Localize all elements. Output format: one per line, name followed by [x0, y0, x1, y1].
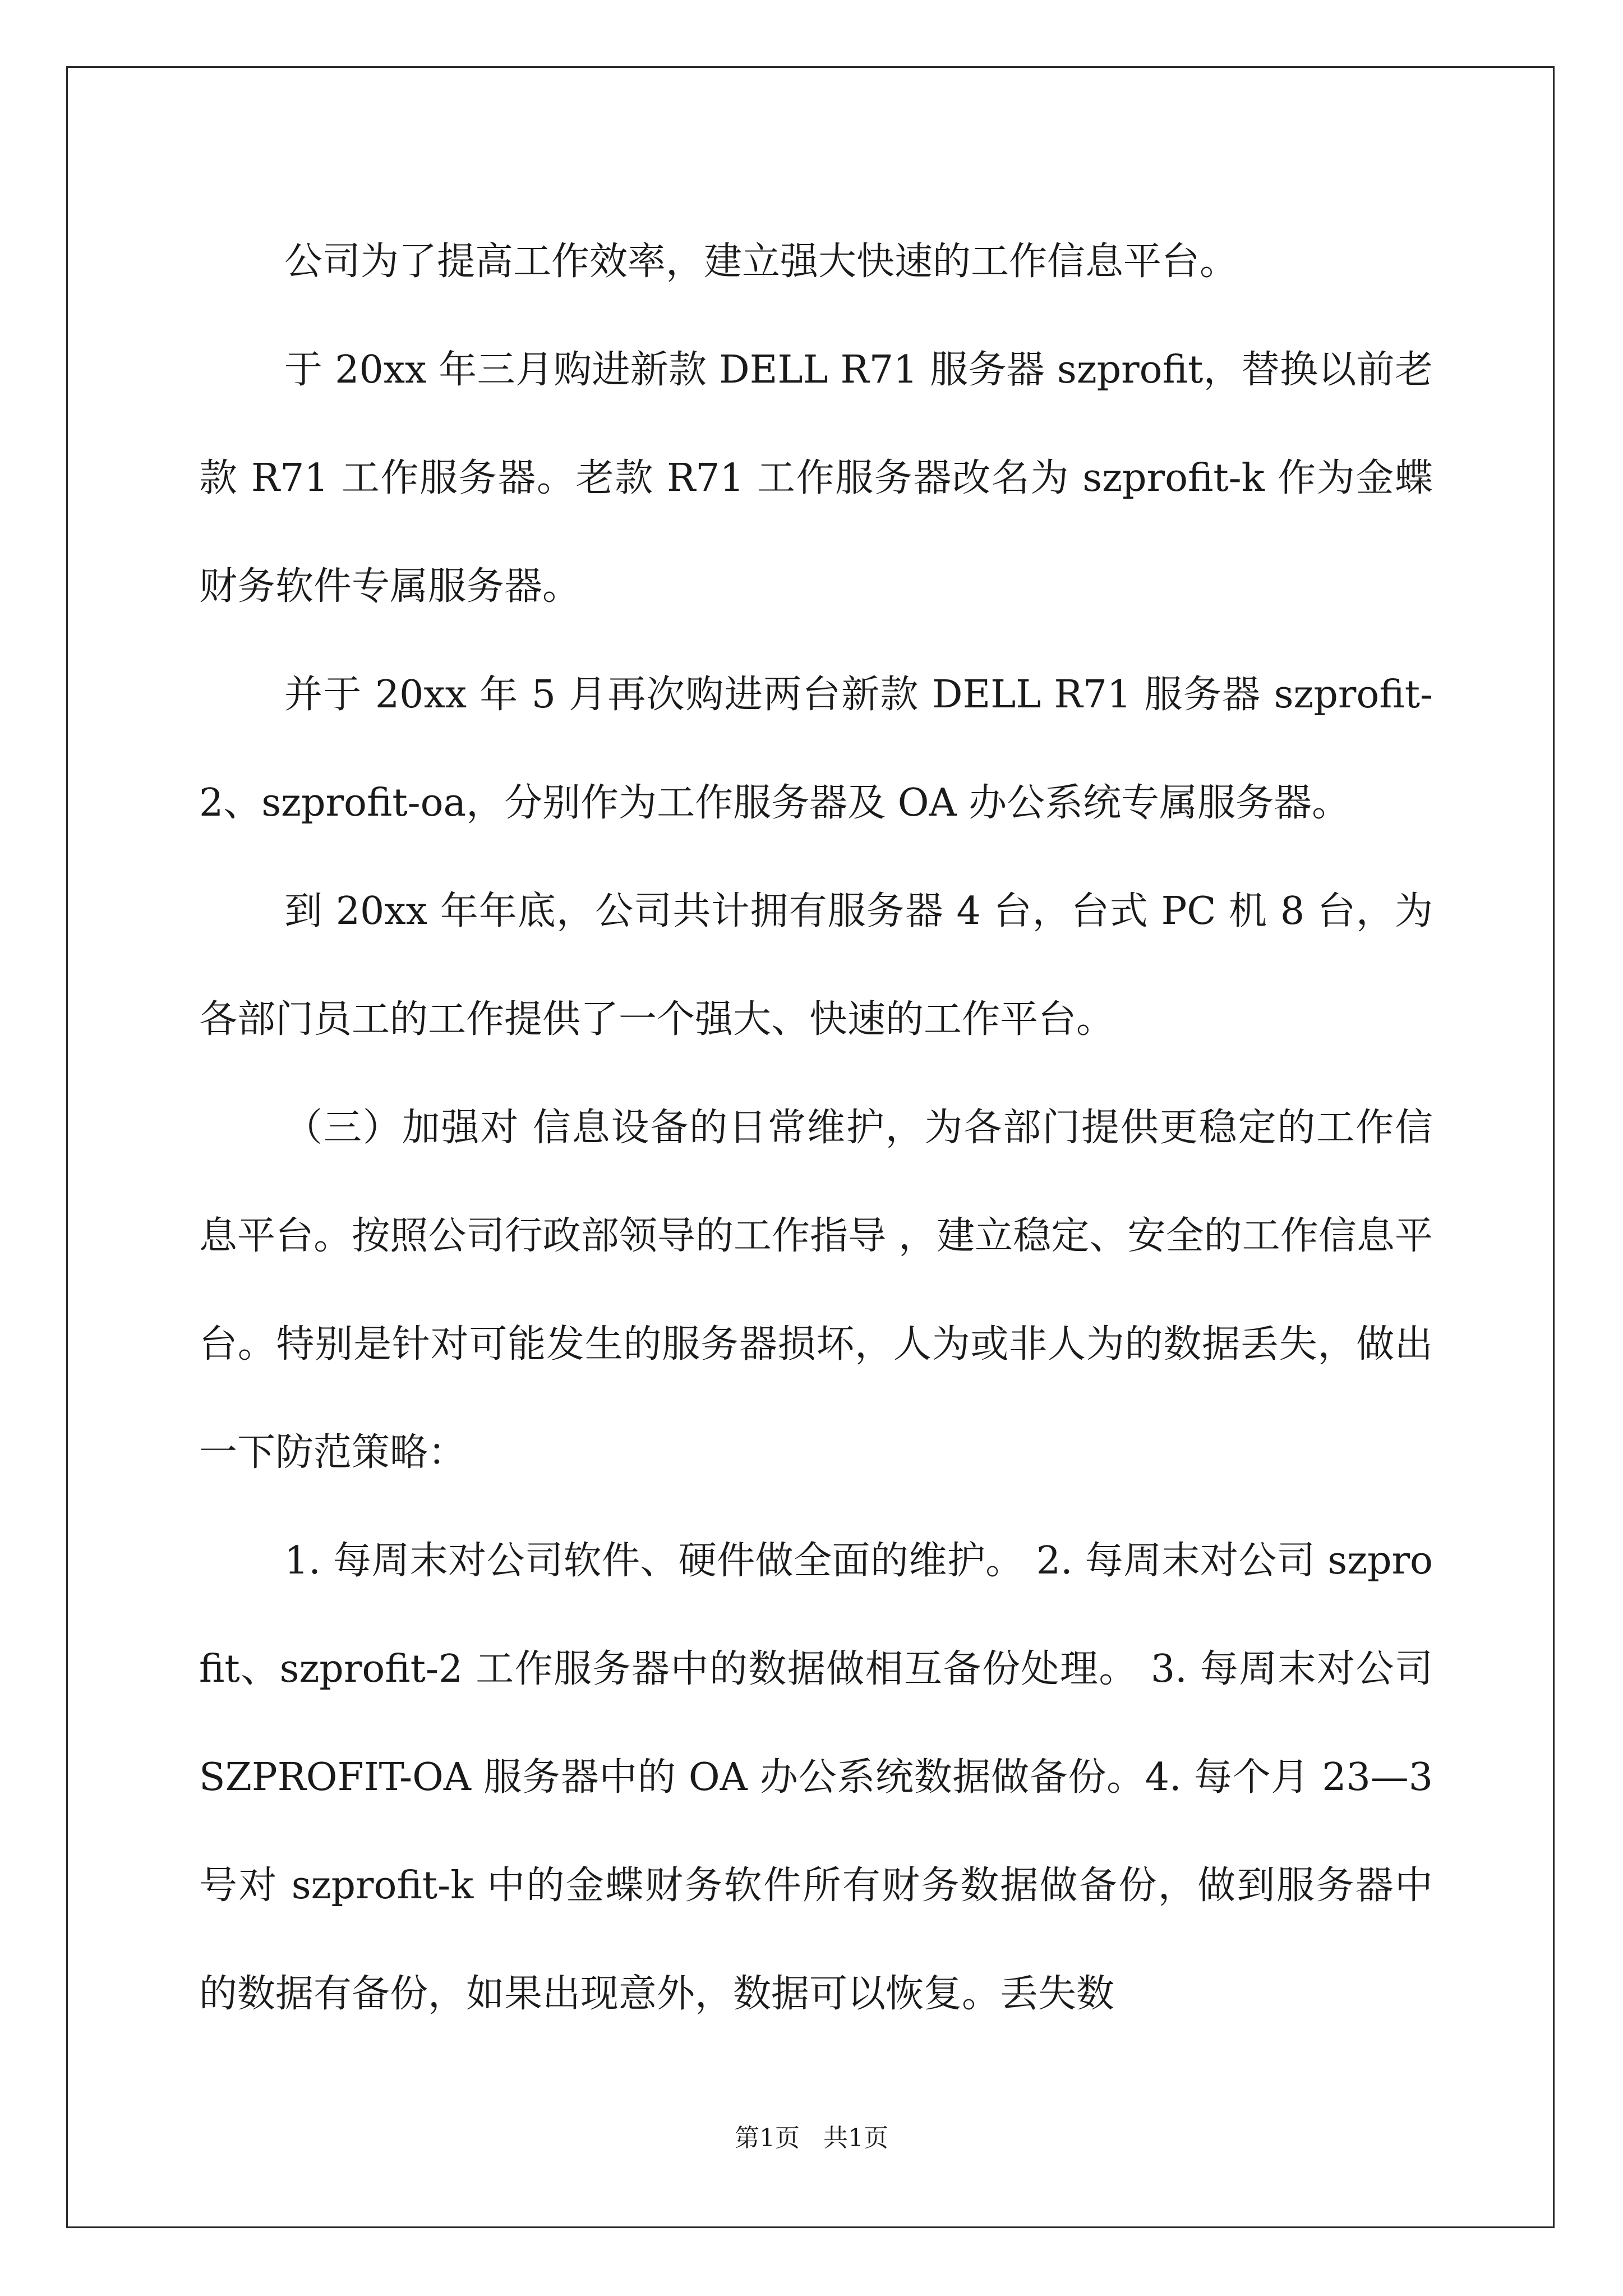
- paragraph-1: 公司为了提高工作效率，建立强大快速的工作信息平台。: [284, 240, 1238, 284]
- paragraph-4: 到 20xx 年年底，公司共计拥有服务器 4 台，台式 PC 机 8 台，为各部门员工的工作提供了一个强大、快速的工作平台。: [199, 889, 1433, 1042]
- page-footer: [0, 2118, 1623, 2154]
- paragraph-6: 1. 每周末对公司软件、硬件做全面的维护。 2. 每周末对公司 szprofit、szprofit-2 工作服务器中的数据做相互备份处理。 3. 每周末对公司 SZPROFIT-OA 服务器中的 OA 办公系统数据做备份。4. 每个月 23—3 号对 szprofit-k 中的金蝶财务软件所有财务数据做备份，做到服务器中的数据有备份，如果出现意外，数据可以恢复。丢失数: [199, 1539, 1433, 2016]
- paragraph-2: 于 20xx 年三月购进新款 DELL R71 服务器 szprofit，替换以前老款 R71 工作服务器。老款 R71 工作服务器改名为 szprofit-k 作为金蝶财务软件专属服务器。: [199, 348, 1433, 609]
- page-number-current: 第1页: [735, 2124, 800, 2152]
- paragraph-5: （三）加强对 信息设备的日常维护，为各部门提供更稳定的工作信息平台。按照公司行政部领导的工作指导 ，建立稳定、安全的工作信息平台。特别是针对可能发生的服务器损坏，人为或非人为的数据丢失，做出一下防范策略：: [199, 1106, 1433, 1475]
- paragraph-3: 并于 20xx 年 5 月再次购进两台新款 DELL R71 服务器 szprofit-2、szprofit-oa，分别作为工作服务器及 OA 办公系统专属服务器。: [199, 673, 1433, 825]
- document-body: [199, 208, 1433, 2048]
- page-number-total: 共1页: [823, 2124, 888, 2152]
